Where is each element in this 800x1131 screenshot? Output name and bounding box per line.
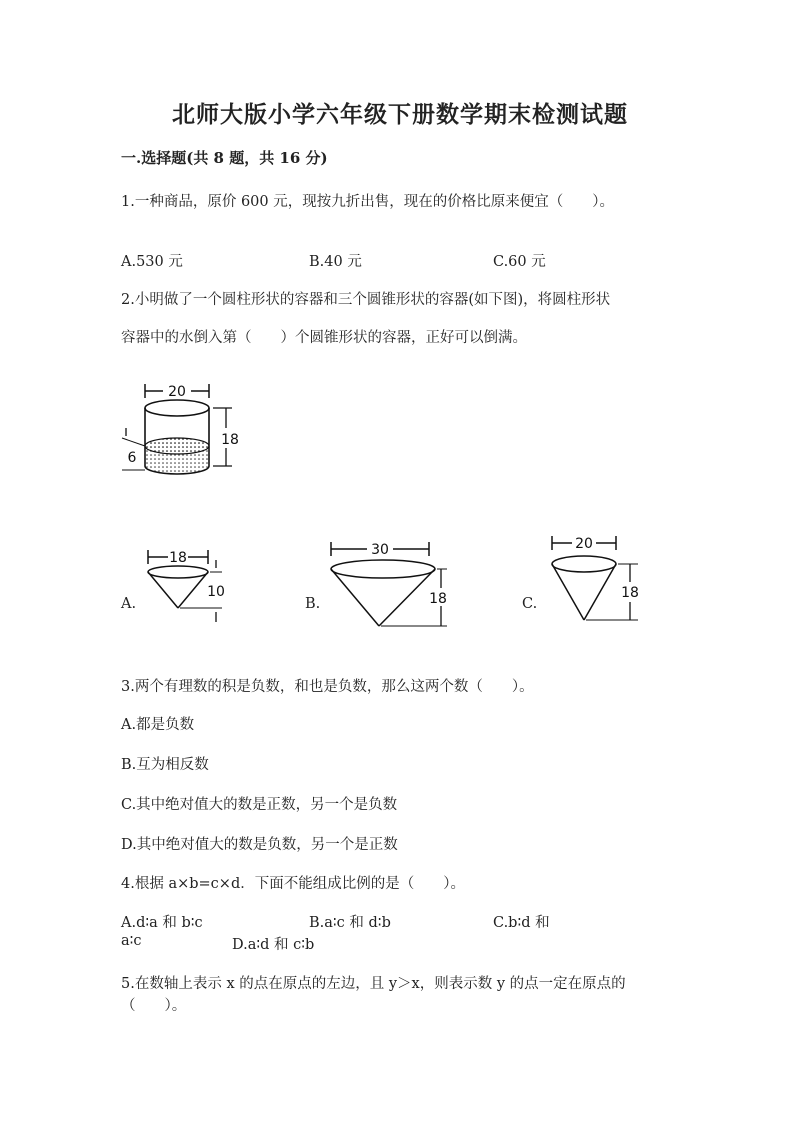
cylinder-water-label: 6 <box>127 450 137 466</box>
cone-a-label: A. <box>121 596 137 612</box>
cone-c-diameter-label: 20 <box>575 536 593 552</box>
question-4-option-c-line-2: a∶c <box>121 933 142 949</box>
question-2-line-2: 容器中的水倒入第（ ）个圆锥形状的容器，正好可以倒满。 <box>121 330 527 346</box>
cone-c-height-label: 18 <box>621 585 639 601</box>
question-3-text: 3.两个有理数的积是负数，和也是负数，那么这两个数（ ）。 <box>121 679 534 695</box>
question-4-option-a: A.d∶a 和 b∶c <box>121 915 203 931</box>
page-title: 北师大版小学六年级下册数学期末检测试题 <box>172 101 628 128</box>
question-4-text: 4.根据 a×b=c×d．下面不能组成比例的是（ ）。 <box>121 876 465 892</box>
cone-c-label: C. <box>522 596 538 612</box>
cylinder-figure <box>118 378 248 486</box>
cone-b-figure <box>325 538 455 633</box>
question-1-option-b: B.40 元 <box>309 254 362 270</box>
question-4-option-b: B.a∶c 和 d∶b <box>309 915 391 931</box>
cone-a-diameter-label: 18 <box>169 550 187 566</box>
question-4-option-c-line-1: C.b∶d 和 <box>493 915 550 931</box>
cone-c-figure <box>544 530 654 630</box>
cone-b-label: B. <box>305 596 321 612</box>
question-3-option-a: A.都是负数 <box>121 717 195 733</box>
question-1-option-c: C.60 元 <box>493 254 546 270</box>
cylinder-diameter-label: 20 <box>168 384 186 400</box>
cone-a-figure <box>140 546 240 626</box>
question-4-option-d: D.a∶d 和 c∶b <box>232 937 315 953</box>
question-2-line-1: 2.小明做了一个圆柱形状的容器和三个圆锥形状的容器(如下图)，将圆柱形状 <box>121 292 611 308</box>
question-5-line-1: 5.在数轴上表示 x 的点在原点的左边，且 y＞x，则表示数 y 的点一定在原点的 <box>121 976 626 992</box>
question-5-line-2: （ ）。 <box>121 998 187 1014</box>
question-1-option-a: A.530 元 <box>121 254 183 270</box>
question-1-text: 1.一种商品，原价 600 元，现按九折出售，现在的价格比原来便宜（ ）。 <box>121 194 614 210</box>
question-3-option-d: D.其中绝对值大的数是负数，另一个是正数 <box>121 837 398 853</box>
section-heading: 一.选择题(共 8 题，共 16 分) <box>121 149 328 167</box>
question-3-option-b: B.互为相反数 <box>121 757 209 773</box>
cone-a-height-label: 10 <box>207 584 225 600</box>
cylinder-height-label: 18 <box>221 432 239 448</box>
cone-b-diameter-label: 30 <box>371 542 389 558</box>
question-3-option-c: C.其中绝对值大的数是正数，另一个是负数 <box>121 797 398 813</box>
cone-b-height-label: 18 <box>429 591 447 607</box>
